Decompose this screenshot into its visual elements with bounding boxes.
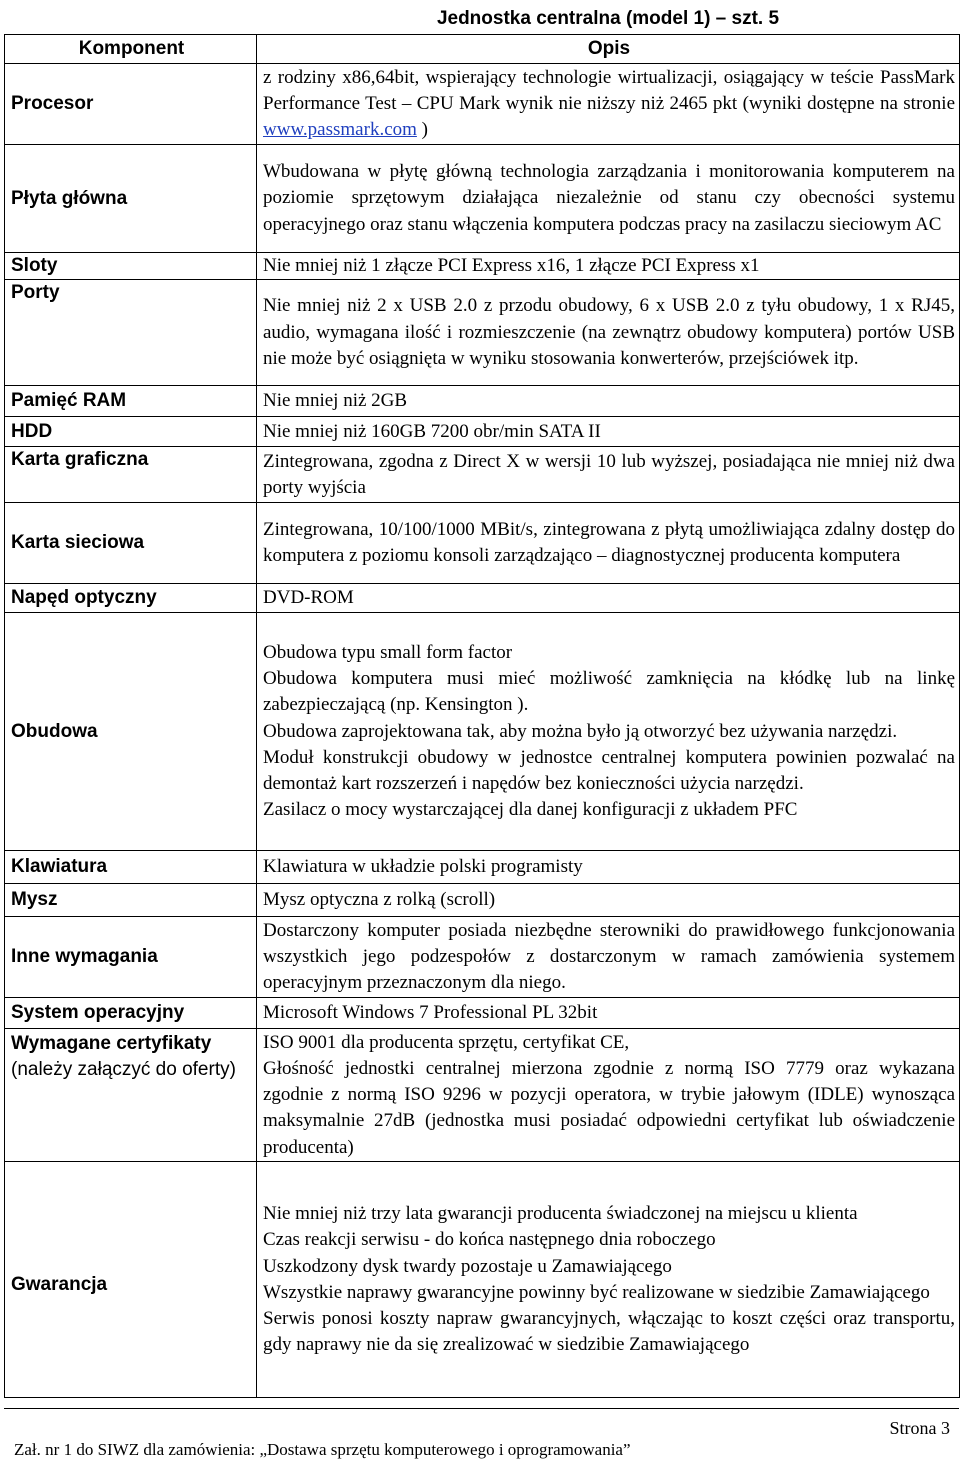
passmark-link[interactable]: www.passmark.com (263, 119, 417, 141)
table-row (5, 1162, 960, 1398)
component-cell: Pamięć RAM (5, 386, 257, 417)
description-text: Zasilacz o mocy wystarczającej dla danej konfiguracji z układem PFC (263, 799, 798, 821)
description-text: Obudowa zaprojektowana tak, aby można było ją otworzyć bez używania narzędzi. (263, 720, 898, 742)
description-cell (257, 1162, 960, 1398)
table-row (5, 613, 960, 851)
table-row (5, 386, 960, 417)
column-header-component: Komponent (5, 35, 257, 64)
description-cell (257, 145, 960, 253)
description-cell (257, 386, 960, 417)
description-cell (257, 280, 960, 386)
component-cell: Procesor (5, 64, 257, 145)
table-row (5, 447, 960, 503)
description-cell (257, 417, 960, 447)
component-cell: Inne wymagania (5, 917, 257, 998)
table-row (5, 145, 960, 253)
description-text: DVD-ROM (263, 587, 354, 609)
component-cell: Gwarancja (5, 1162, 257, 1398)
table-row (5, 417, 960, 447)
component-cell: Obudowa (5, 613, 257, 851)
table-row (5, 253, 960, 280)
description-cell (257, 253, 960, 280)
table-row (5, 64, 960, 145)
description-cell (257, 1029, 960, 1162)
description-text: Nie mniej niż 2GB (263, 390, 408, 412)
table-header-row (5, 35, 960, 64)
table-row (5, 280, 960, 386)
description-text: Klawiatura w układzie polski programisty (263, 856, 583, 878)
component-label: Wymagane certyfikaty (11, 1033, 212, 1055)
footer-divider (4, 1408, 959, 1409)
description-text: Nie mniej niż 1 złącze PCI Express x16, 1 złącze PCI Express x1 (263, 255, 760, 276)
description-cell (257, 884, 960, 917)
component-cell: Mysz (5, 884, 257, 917)
description-text: Zintegrowana, zgodna z Direct X w wersji 10 lub wyższej, posiadająca nie mniej niż dwa porty wyjścia (263, 450, 955, 498)
description-text: z rodziny x86,64bit, wspierający technologie wirtualizacji, osiągający w teście PassMark Performance Test – CPU Mark wynik nie niższy niż 2465 pkt (wyniki dostępne na stronie (263, 66, 955, 114)
description-cell (257, 613, 960, 851)
description-text: Uszkodzony dysk twardy pozostaje u Zamawiającego (263, 1255, 672, 1277)
description-text: Nie mniej niż 160GB 7200 obr/min SATA II (263, 420, 601, 442)
spec-table (4, 34, 960, 1398)
description-text: Obudowa komputera musi mieć możliwość zamknięcia na kłódkę lub na linkę zabezpieczającą (np. Kensington ). (263, 668, 955, 716)
footer-note: Zał. nr 1 do SIWZ dla zamówienia: „Dostawa sprzętu komputerowego i oprogramowania” (14, 1440, 631, 1459)
component-cell: Klawiatura (5, 851, 257, 884)
table-row (5, 884, 960, 917)
description-text: Zintegrowana, 10/100/1000 MBit/s, zintegrowana z płytą umożliwiająca zdalny dostęp do komputera z poziomu konsoli zarządzająco – diagnostycznej producenta komputera (263, 519, 955, 567)
component-cell: Karta sieciowa (5, 503, 257, 584)
page-number: Strona 3 (889, 1418, 950, 1438)
description-cell (257, 851, 960, 884)
component-cell (5, 1029, 257, 1162)
description-text: Microsoft Windows 7 Professional PL 32bit (263, 1002, 598, 1024)
description-cell (257, 64, 960, 145)
table-row (5, 998, 960, 1029)
description-text: Wszystkie naprawy gwarancyjne powinny być realizowane w siedzibie Zamawiającego (263, 1281, 930, 1303)
description-cell (257, 998, 960, 1029)
description-cell (257, 917, 960, 998)
component-cell: Płyta główna (5, 145, 257, 253)
description-text: Dostarczony komputer posiada niezbędne sterowniki do prawidłowego funkcjonowania wszystkich jego podzespołów z dostarczonym w ramach zamówienia systemem operacyjnym przeznaczonym dla niego. (263, 919, 955, 994)
component-cell: HDD (5, 417, 257, 447)
description-text: Wbudowana w płytę główną technologia zarządzania i monitorowania komputerem na poziomie sprzętowym działająca niezależnie od stanu czy obecności systemu operacyjnego oraz stanu włączenia komputera podczas pracy na zasilaczu sieciowym AC (263, 161, 955, 235)
component-cell: Sloty (5, 253, 257, 280)
component-cell: Porty (5, 280, 257, 386)
component-cell: System operacyjny (5, 998, 257, 1029)
description-text: ) (416, 119, 428, 141)
table-title: Jednostka centralna (model 1) – szt. 5 (436, 8, 780, 29)
description-text: Nie mniej niż trzy lata gwarancji producenta świadczonej na miejscu u klienta (263, 1203, 858, 1225)
description-text: Mysz optyczna z rolką (scroll) (263, 889, 496, 911)
description-text: Obudowa typu small form factor (263, 641, 513, 663)
table-row (5, 917, 960, 998)
table-row (5, 503, 960, 584)
description-cell (257, 584, 960, 613)
table-row (5, 584, 960, 613)
column-header-description: Opis (257, 35, 960, 64)
description-text: Serwis ponosi koszty napraw gwarancyjnych, włączając to koszt części oraz transportu, gdy naprawy nie da się zrealizować w siedzibie Zamawiającego (263, 1307, 955, 1356)
component-cell: Napęd optyczny (5, 584, 257, 613)
description-text: Moduł konstrukcji obudowy w jednostce centralnej komputera powinien pozwalać na demontaż kart rozszerzeń i napędów bez konieczności użycia narzędzi. (263, 746, 955, 794)
component-cell: Karta graficzna (5, 447, 257, 503)
description-text: ISO 9001 dla producenta sprzętu, certyfikat CE, (263, 1031, 630, 1053)
table-row (5, 1029, 960, 1162)
description-text: Głośność jednostki centralnej mierzona zgodnie z normą ISO 7779 oraz wykazana zgodnie z normą ISO 9296 w pozycji operatora, w trybie jałowym (IDLE) wynosząca maksymalnie 27dB (jednostka musi posiadać odpowiedni certyfikat lub oświadczenie producenta) (263, 1057, 955, 1158)
component-note: (należy załączyć do oferty) (11, 1059, 236, 1081)
description-cell (257, 447, 960, 503)
description-text: Czas reakcji serwisu - do końca następnego dnia roboczego (263, 1229, 716, 1251)
table-row (5, 851, 960, 884)
description-text: Nie mniej niż 2 x USB 2.0 z przodu obudowy, 6 x USB 2.0 z tyłu obudowy, 1 x RJ45, audio, wymagana ilość i rozmieszczenie (na zewnątrz obudowy komputera) portów USB nie może być osiągnięta w wyniku stosowania konwerterów, przejściówek itp. (263, 295, 955, 369)
description-cell (257, 503, 960, 584)
